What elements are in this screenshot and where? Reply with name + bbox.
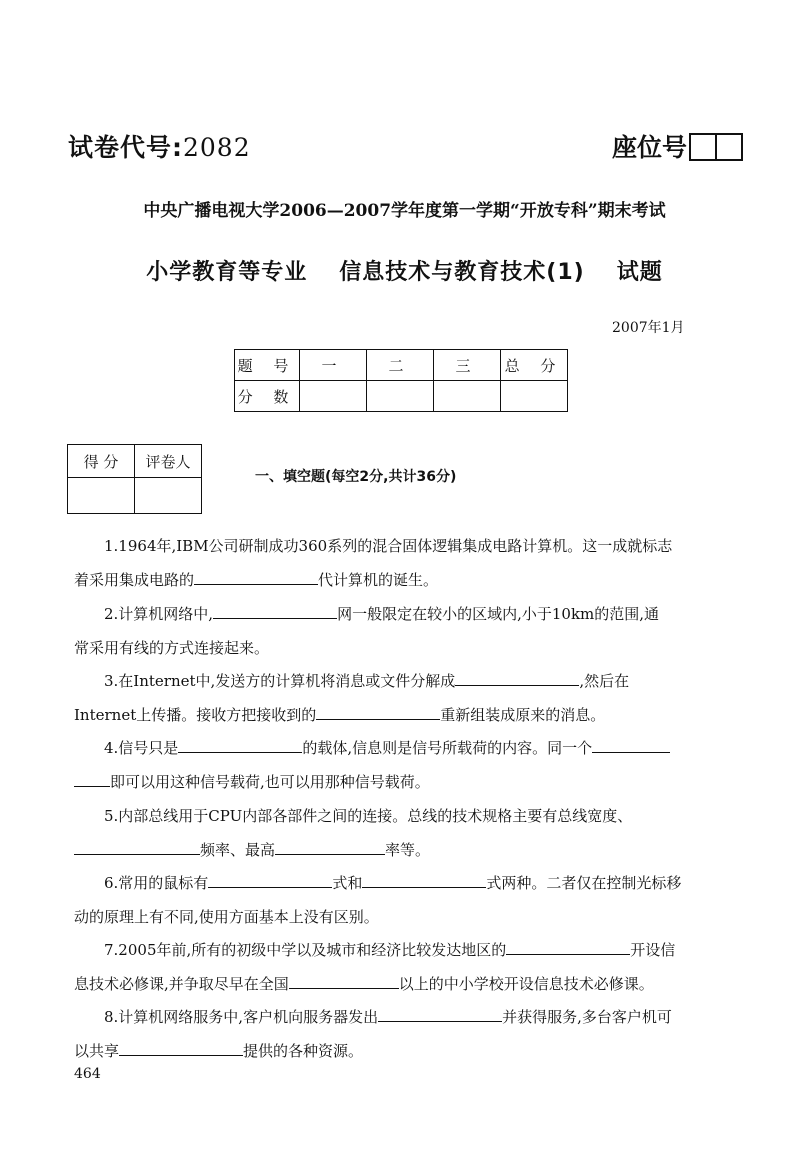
score-table-col-1: 一 — [300, 350, 367, 381]
answer-blank — [208, 871, 332, 888]
question-3: 3.在Internet中,发送方的计算机将消息或文件分解成 ,然后在 Internet上传播。接收方把接收到的 重新组装成原来的消息。 — [74, 664, 740, 732]
score-table-header: 题 号 — [235, 350, 300, 381]
seat-boxes — [689, 133, 743, 159]
grader-score-cell — [68, 478, 135, 514]
answer-blank — [213, 602, 337, 619]
answer-blank — [178, 736, 302, 753]
exam-date: 2007年1月 — [612, 320, 685, 336]
seat-box — [689, 133, 717, 161]
page-number: 464 — [74, 1066, 101, 1082]
grader-table — [67, 444, 202, 514]
paper-code-label: 试卷代号: — [68, 133, 183, 162]
answer-blank — [289, 972, 399, 989]
answer-blank — [506, 938, 630, 955]
question-2: 2.计算机网络中, 网一般限定在较小的区域内,小于10km的范围,通 常采用有线的方式连接起来。 — [74, 597, 740, 665]
question-5: 5.内部总线用于CPU内部各部件之间的连接。总线的技术规格主要有总线宽度、 频率、最高 率等。 — [74, 799, 740, 867]
score-cell — [434, 381, 501, 412]
score-table-row-label: 分 数 — [235, 381, 300, 412]
question-1: 1.1964年,IBM公司研制成功360系列的混合固体逻辑集成电路计算机。这一成就标志 着采用集成电路的 代计算机的诞生。 — [74, 537, 673, 589]
exam-title: 中央广播电视大学2006—2007学年度第一学期“开放专科”期末考试 — [143, 201, 666, 221]
question-4: 4.信号只是 的载体,信息则是信号所载荷的内容。同一个 即可以用这种信号载荷,也可以用那种信号载荷。 — [74, 731, 740, 799]
answer-blank — [119, 1039, 243, 1056]
answer-blank — [74, 770, 110, 787]
subject-major: 小学教育等专业 — [146, 260, 308, 285]
answer-blank — [275, 838, 385, 855]
score-table-col-total: 总 分 — [501, 350, 568, 381]
score-table-col-3: 三 — [434, 350, 501, 381]
seat-number — [612, 128, 743, 164]
score-table-col-2: 二 — [367, 350, 434, 381]
score-cell — [367, 381, 434, 412]
answer-blank — [592, 736, 670, 753]
paper-code — [68, 128, 251, 164]
answer-blank — [74, 838, 200, 855]
grader-name-label: 评卷人 — [135, 445, 202, 478]
question-8: 8.计算机网络服务中,客户机向服务器发出 并获得服务,多台客户机可 以共享 提供的各种资源。 — [74, 1000, 740, 1068]
grader-score-label: 得 分 — [68, 445, 135, 478]
seat-label: 座位号 — [612, 133, 688, 162]
subject-course: 信息技术与教育技术(1) — [339, 260, 585, 285]
seat-box — [717, 133, 743, 161]
answer-blank — [378, 1005, 502, 1022]
question-6: 6.常用的鼠标有 式和 式两种。二者仅在控制光标移 动的原理上有不同,使用方面基本上没有区别。 — [74, 866, 740, 934]
paper-code-number: 2082 — [183, 133, 251, 162]
answer-blank — [316, 703, 440, 720]
section-title: 一、填空题(每空2分,共计36分) — [255, 469, 457, 485]
answer-blank — [194, 568, 318, 585]
score-cell — [501, 381, 568, 412]
score-table — [234, 349, 568, 412]
subject-suffix: 试题 — [616, 260, 663, 285]
question-7: 7.2005年前,所有的初级中学以及城市和经济比较发达地区的 开设信 息技术必修课,并争取尽早在全国 以上的中小学校开设信息技术必修课。 — [74, 933, 740, 1001]
grader-name-cell — [135, 478, 202, 514]
subject-title — [0, 255, 809, 286]
score-cell — [300, 381, 367, 412]
answer-blank — [362, 871, 486, 888]
answer-blank — [455, 669, 579, 686]
